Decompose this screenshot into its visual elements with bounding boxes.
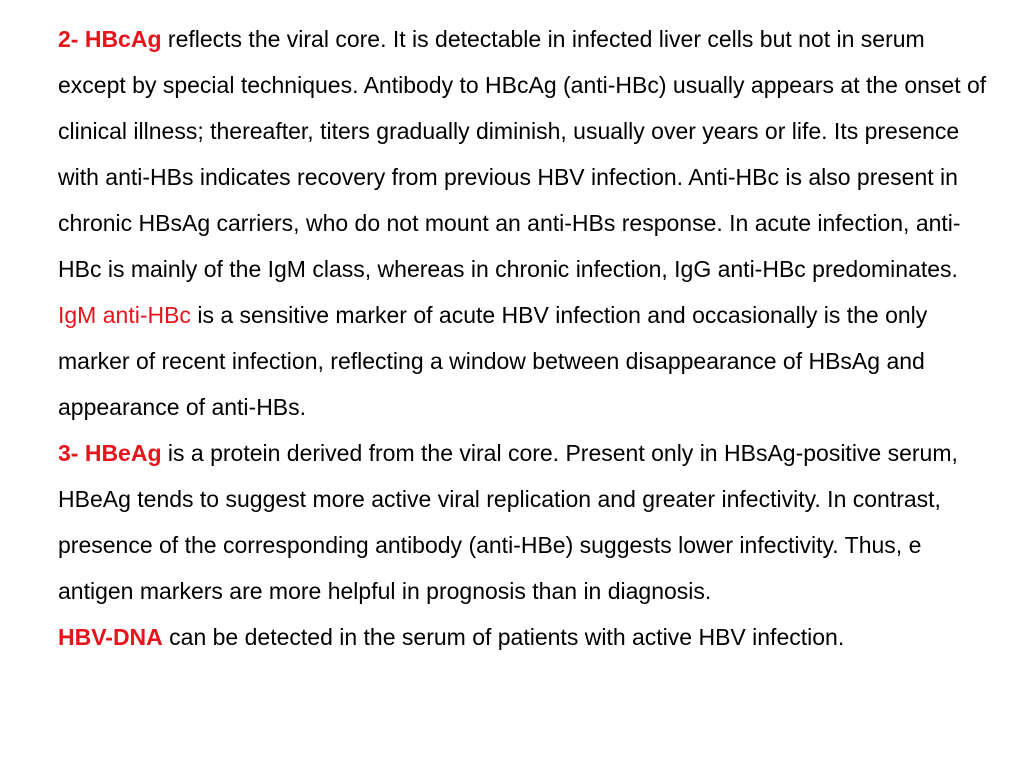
term-hbcag: 2- HBcAg	[58, 26, 162, 52]
term-hbv-dna: HBV-DNA	[58, 624, 163, 650]
hbv-dna-description: can be detected in the serum of patients with active HBV infection.	[162, 624, 845, 650]
term-igm-anti-hbc: IgM anti-HBc	[58, 302, 191, 328]
paragraph-hbv-dna	[58, 614, 998, 660]
term-hbeag: 3- HBeAg	[58, 440, 162, 466]
hbcag-description-continued: is a sensitive marker of acute HBV infection and occasionally is the only marker of recent infection, reflecting a window between disappearance of HBsAg and appearance of anti-HBs.	[58, 302, 928, 420]
slide-content	[58, 16, 998, 660]
paragraph-hbeag	[58, 430, 998, 614]
paragraph-hbcag	[58, 16, 998, 430]
hbeag-description: is a protein derived from the viral core. Present only in HBsAg-positive serum, HBeAg tends to suggest more active viral replication and greater infectivity. In contrast, presence of the corresponding antibody (anti-HBe) suggests lower infectivity. Thus, e antigen markers are more helpful in prognosis than in diagnosis.	[58, 440, 958, 604]
hbcag-description: reflects the viral core. It is detectable in infected liver cells but not in serum except by special techniques. Antibody to HBcAg (anti-HBc) usually appears at the onset of clinical illness; thereafter, titers gradually diminish, usually over years or life. Its presence with anti-HBs indicates recovery from previous HBV infection. Anti-HBc is also present in chronic HBsAg carriers, who do not mount an anti-HBs response. In acute infection, anti-HBc is mainly of the IgM class, whereas in chronic infection, IgG anti-HBc predominates.	[58, 26, 987, 282]
